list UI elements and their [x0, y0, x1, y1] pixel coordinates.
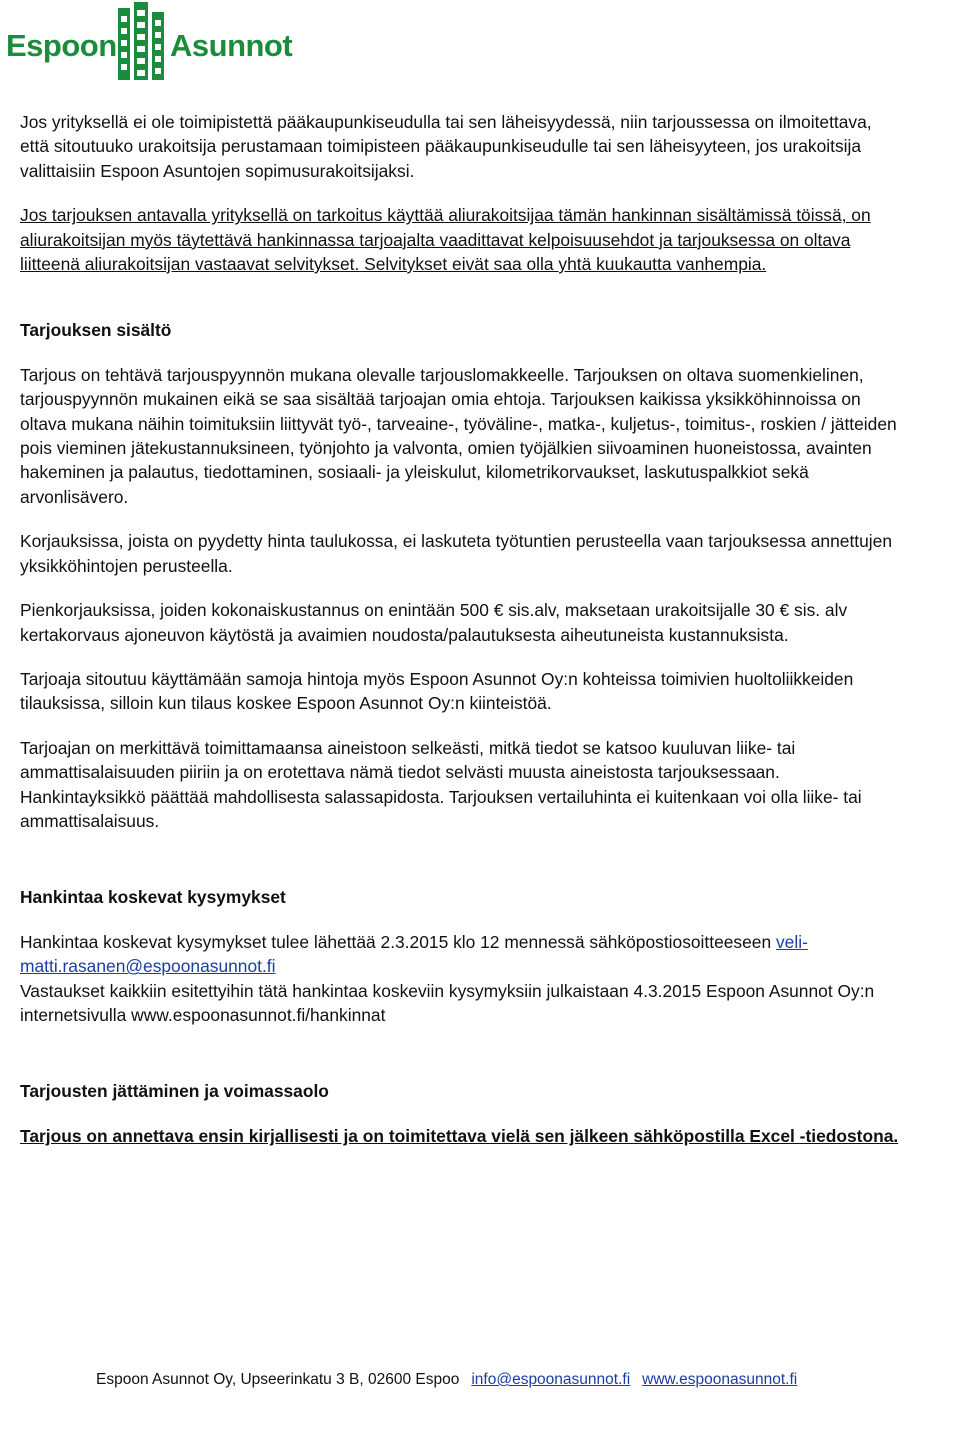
paragraph-same-prices: Tarjoaja sitoutuu käyttämään samoja hintoja myös Espoon Asunnot Oy:n kohteissa toimivien huoltoliikkeiden tilauksissa, silloin kun tilaus koskee Espoon Asunnot Oy:n kiinteistöä. [20, 668, 854, 714]
logo-word-asunnot: Asunnot [170, 28, 293, 63]
paragraph-subcontractor: Jos tarjouksen antavalla yrityksellä on tarkoitus käyttää aliurakoitsijaa tämän hankinnan sisältämissä töissä, on aliurakoitsijan myös täytettävä hankinnassa tarjoajalta vaadittavat kelpoisuusehdot ja tarjouksessa on oltava liitteenä aliurakoitsijan vastaavat selvitykset. Selvitykset eivät saa olla yhtä kuukautta vanhempia. [20, 205, 871, 275]
page-footer [96, 1370, 797, 1390]
building-icon [116, 2, 166, 82]
paragraph-small-repairs: Pienkorjauksissa, joiden kokonaiskustannus on enintään 500 € sis.alv, maksetaan urakoitsijalle 30 € sis. alv kertakorvaus ajoneuvon käytöstä ja avaimien noudosta/palautuksesta aiheutuneista kustannuksista. [20, 600, 848, 645]
heading-tarjouksen-sisalto: Tarjouksen sisältö [20, 320, 172, 341]
paragraph-offer-content: Tarjous on tehtävä tarjouspyynnön mukana olevalle tarjouslomakkeelle. Tarjouksen on oltava suomenkielinen, tarjouspyynnön mukainen eikä se saa sisältää tarjoajan omia ehtoja. Tarjouksen kaikissa yksikköhinnoissa on oltava mukana näihin toimituksiin liittyvät työ-, tarveaine-, työväline-, matka-, kuljetus-, toimitus-, roskien / jätteiden pois vieminen jätekustannuksineen, työnjohto ja valvonta, omien työjälkien siivoaminen huoneistossa, avainten hakeminen ja palautus, tiedottaminen, sosiaali- ja yleiskulut, kilometrikorvaukset, laskutuspalkkiot sekä arvonlisävero. [20, 364, 897, 507]
heading-tarjousten-jattaminen: Tarjousten jättäminen ja voimassaolo [20, 1081, 329, 1102]
paragraph-questions [20, 930, 900, 979]
company-logo [0, 0, 300, 90]
footer-address: Espoon Asunnot Oy, Upseerinkatu 3 B, 02600 Espoo [96, 1371, 460, 1388]
heading-hankintaa-koskevat: Hankintaa koskevat kysymykset [20, 887, 286, 908]
logo-word-espoon: Espoon [6, 28, 117, 63]
footer-website-link[interactable]: www.espoonasunnot.fi [642, 1371, 798, 1388]
paragraph-office-location: Jos yrityksellä ei ole toimipistettä pääkaupunkiseudulla tai sen läheisyydessä, niin tarjoussessa on ilmoitettava, että sitoutuuko urakoitsija perustamaan toimipisteen pääkaupunkiseudulle tai sen läheisyyteen, jos urakoitsija valittaisiin Espoon Asuntojen sopimusurakoitsijaksi. [20, 112, 872, 181]
paragraph-confidentiality: Tarjoajan on merkittävä toimittamaansa aineistoon selkeästi, mitkä tiedot se katsoo kuuluvan liike- tai ammattisalaisuuden piiriin ja on erotettava nämä tiedot selvästi muusta aineistosta tarjouksessaan. Hankintayksikkö päättää mahdollisesta salassapidosta. Tarjouksen vertailuhinta ei kuitenkaan voi olla liike- tai ammattisalaisuus. [20, 737, 862, 831]
paragraph-answers: Vastaukset kaikkiin esitettyihin tätä hankintaa koskeviin kysymyksiin julkaistaan 4.3.2015 Espoon Asunnot Oy:n internetsivulla www.espoonasunnot.fi/hankinnat [20, 980, 875, 1025]
questions-text: Hankintaa koskevat kysymykset tulee lähettää 2.3.2015 klo 12 mennessä sähköpostiosoitteeseen [20, 931, 776, 952]
paragraph-submission: Tarjous on annettava ensin kirjallisesti ja on toimitettava vielä sen jälkeen sähköpostilla Excel -tiedostona. [20, 1125, 899, 1146]
paragraph-repairs: Korjauksissa, joista on pyydetty hinta taulukossa, ei laskuteta työtuntien perusteella vaan tarjouksessa annettujen yksikköhintojen perusteella. [20, 531, 892, 576]
footer-email-link[interactable]: info@espoonasunnot.fi [471, 1371, 631, 1388]
document-body [20, 110, 900, 1148]
contact-email-link[interactable]: veli-matti.rasanen@espoonasunnot.fi [20, 931, 808, 977]
